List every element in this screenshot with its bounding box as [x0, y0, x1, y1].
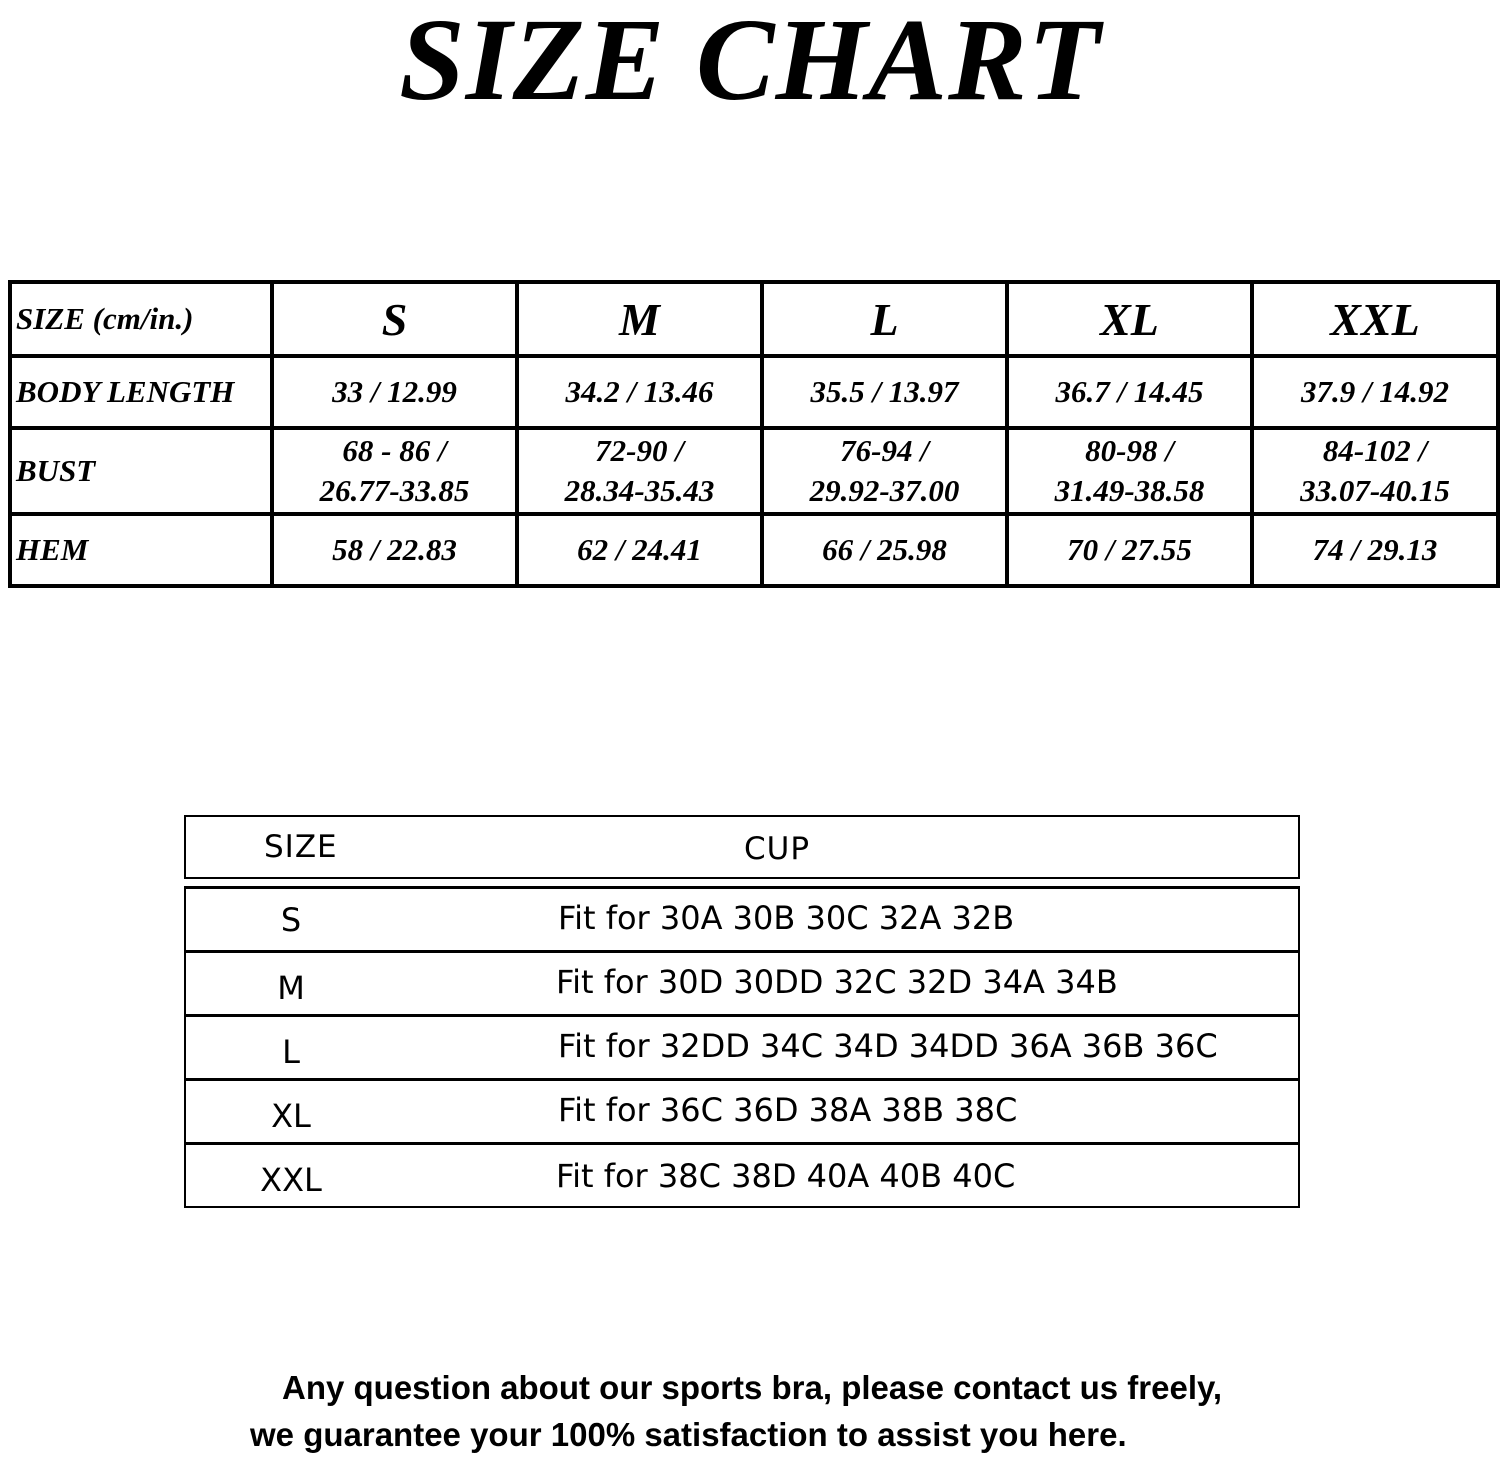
page-title: SIZE CHART — [399, 0, 1101, 125]
table-cell: 35.5 / 13.97 — [762, 356, 1007, 428]
size-header-l: L — [762, 282, 1007, 356]
hem-row — [10, 514, 1498, 586]
table-cell: 58 / 22.83 — [272, 514, 517, 586]
footer-line-1: Any question about our sports bra, please contact us freely, — [282, 1369, 1223, 1406]
cup-size: XXL — [260, 1161, 322, 1199]
measurement-header-row — [10, 282, 1498, 356]
table-cell — [1007, 428, 1252, 514]
cup-fit: Fit for 38C 38D 40A 40B 40C — [556, 1157, 1016, 1195]
size-header-xl: XL — [1007, 282, 1252, 356]
cell-line-2: 26.77-33.85 — [319, 473, 470, 508]
cup-table — [184, 815, 1300, 1208]
table-row — [186, 953, 1298, 1017]
cell-line-2: 29.92-37.00 — [809, 473, 960, 508]
table-cell: 74 / 29.13 — [1252, 514, 1498, 586]
cup-fit: Fit for 30D 30DD 32C 32D 34A 34B — [556, 963, 1118, 1001]
cell-line-1: 80-98 / — [1085, 433, 1174, 468]
table-cell — [272, 428, 517, 514]
table-cell — [1252, 428, 1498, 514]
table-cell: 62 / 24.41 — [517, 514, 762, 586]
body-length-row — [10, 356, 1498, 428]
table-row — [186, 889, 1298, 953]
size-unit-header: SIZE (cm/in.) — [10, 282, 272, 356]
cup-size: M — [277, 969, 305, 1007]
cup-header-cup: CUP — [744, 831, 811, 867]
cell-line-2: 28.34-35.43 — [564, 473, 715, 508]
cell-line-1: 68 - 86 / — [342, 433, 447, 468]
cup-size: S — [280, 901, 302, 939]
measurement-table — [8, 280, 1500, 588]
cup-fit: Fit for 30A 30B 30C 32A 32B — [558, 899, 1015, 937]
table-cell — [517, 428, 762, 514]
cell-line-1: 84-102 / — [1322, 433, 1428, 468]
cell-line-1: 72-90 / — [595, 433, 684, 468]
cell-line-2: 31.49-38.58 — [1054, 473, 1205, 508]
table-cell: 36.7 / 14.45 — [1007, 356, 1252, 428]
cup-header-size: SIZE — [264, 829, 338, 865]
size-header-s: S — [272, 282, 517, 356]
table-cell: 37.9 / 14.92 — [1252, 356, 1498, 428]
footer-line-2: we guarantee your 100% satisfaction to assist you here. — [250, 1416, 1127, 1453]
row-label: HEM — [10, 514, 272, 586]
table-cell: 34.2 / 13.46 — [517, 356, 762, 428]
row-label: BODY LENGTH — [10, 356, 272, 428]
size-header-xxl: XXL — [1252, 282, 1498, 356]
table-cell: 33 / 12.99 — [272, 356, 517, 428]
cup-fit: Fit for 36C 36D 38A 38B 38C — [558, 1091, 1018, 1129]
table-row — [186, 1017, 1298, 1081]
cell-line-1: 76-94 / — [840, 433, 929, 468]
row-label: BUST — [10, 428, 272, 514]
table-cell: 66 / 25.98 — [762, 514, 1007, 586]
size-header-m: M — [517, 282, 762, 356]
cup-table-body — [184, 886, 1300, 1208]
table-cell — [762, 428, 1007, 514]
table-cell: 70 / 27.55 — [1007, 514, 1252, 586]
cup-size: XL — [271, 1097, 311, 1135]
bust-row — [10, 428, 1498, 514]
table-row — [186, 1145, 1298, 1206]
cup-size: L — [282, 1033, 300, 1071]
table-row — [186, 1081, 1298, 1145]
cup-fit: Fit for 32DD 34C 34D 34DD 36A 36B 36C — [558, 1027, 1218, 1065]
cup-table-header — [184, 815, 1300, 879]
cell-line-2: 33.07-40.15 — [1300, 473, 1450, 508]
